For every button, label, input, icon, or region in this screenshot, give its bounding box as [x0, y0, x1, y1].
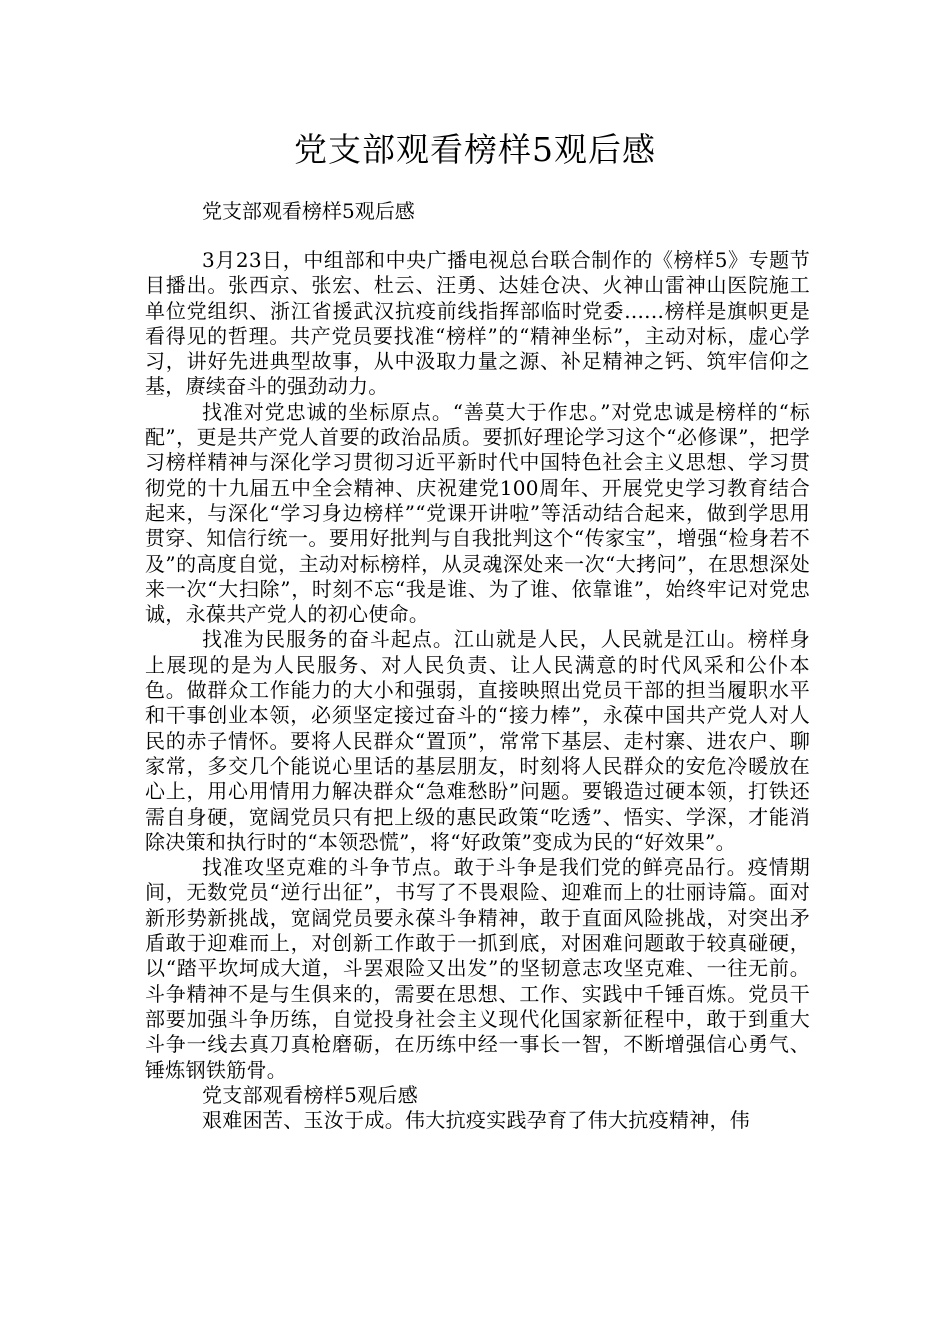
- document-title: 党支部观看榜样5观后感: [294, 130, 656, 169]
- paragraph-2: 找准对党忠诚的坐标原点。“善莫大于作忠。”对党忠诚是榜样的“标配”，更是共产党人首要的政治品质。要抓好理论学习这个“必修课”，把学习榜样精神与深化学习贯彻习近平新时代中国特色社会主义思想、学习贯彻党的十九届五中全会精神、庆祝建党100周年、开展党史学习教育结合起来，与深化“学习身边榜样”“党课开讲啦”等活动结合起来，做到学思用贯穿、知信行统一。要用好批判与自我批判这个“传家宝”，增强“检身若不及”的高度自觉，主动对标榜样，从灵魂深处来一次“大拷问”，在思想深处来一次“大扫除”，时刻不忘“我是谁、为了谁、依靠谁”，始终牢记对党忠诚，永葆共产党人的初心使命。: [145, 399, 810, 627]
- document-subtitle: 党支部观看榜样5观后感: [202, 199, 415, 223]
- paragraph-3: 找准为民服务的奋斗起点。江山就是人民，人民就是江山。榜样身上展现的是为人民服务、对人民负责、让人民满意的时代风采和公仆本色。做群众工作能力的大小和强弱，直接映照出党员干部的担当履职水平和干事创业本领，必须坚定接过奋斗的“接力棒”，永葆中国共产党人对人民的赤子情怀。要将人民群众“置顶”，常常下基层、走村寨、进农户、聊家常，多交几个能说心里话的基层朋友，时刻将人民群众的安危冷暖放在心上，用心用情用力解决群众“急难愁盼”问题。要锻造过硬本领，打铁还需自身硬，宽阔党员只有把上级的惠民政策“吃透”、悟实、学深，才能消除决策和执行时的“本领恐慌”，将“好政策”变成为民的“好效果”。: [145, 627, 810, 854]
- section-heading: 党支部观看榜样5观后感: [202, 1082, 419, 1107]
- paragraph-1: 3月23日，中组部和中央广播电视总台联合制作的《榜样5》专题节目播出。张西京、张宏、杜云、汪勇、达娃仓决、火神山雷神山医院施工单位党组织、浙江省援武汉抗疫前线指挥部临时党委......榜样是旗帜更是看得见的哲理。共产党员要找准“榜样”的“精神坐标”，主动对标，虚心学习，讲好先进典型故事，从中汲取力量之源、补足精神之钙、筑牢信仰之基，赓续奋斗的强劲动力。: [145, 248, 810, 399]
- document-body: [145, 248, 810, 1133]
- paragraph-5: 艰难困苦、玉汝于成。伟大抗疫实践孕育了伟大抗疫精神，伟: [202, 1108, 751, 1133]
- paragraph-4: 找准攻坚克难的斗争节点。敢于斗争是我们党的鲜亮品行。疫情期间，无数党员“逆行出征”，书写了不畏艰险、迎难而上的壮丽诗篇。面对新形势新挑战，宽阔党员要永葆斗争精神，敢于直面风险挑战，对突出矛盾敢于迎难而上，对创新工作敢于一抓到底，对困难问题敢于较真碰硬，以“踏平坎坷成大道，斗罢艰险又出发”的坚韧意志攻坚克难、一往无前。斗争精神不是与生俱来的，需要在思想、工作、实践中千锤百炼。党员干部要加强斗争历练，自觉投身社会主义现代化国家新征程中，敢于到重大斗争一线去真刀真枪磨砺，在历练中经一事长一智，不断增强信心勇气、锤炼钢铁筋骨。: [145, 855, 810, 1082]
